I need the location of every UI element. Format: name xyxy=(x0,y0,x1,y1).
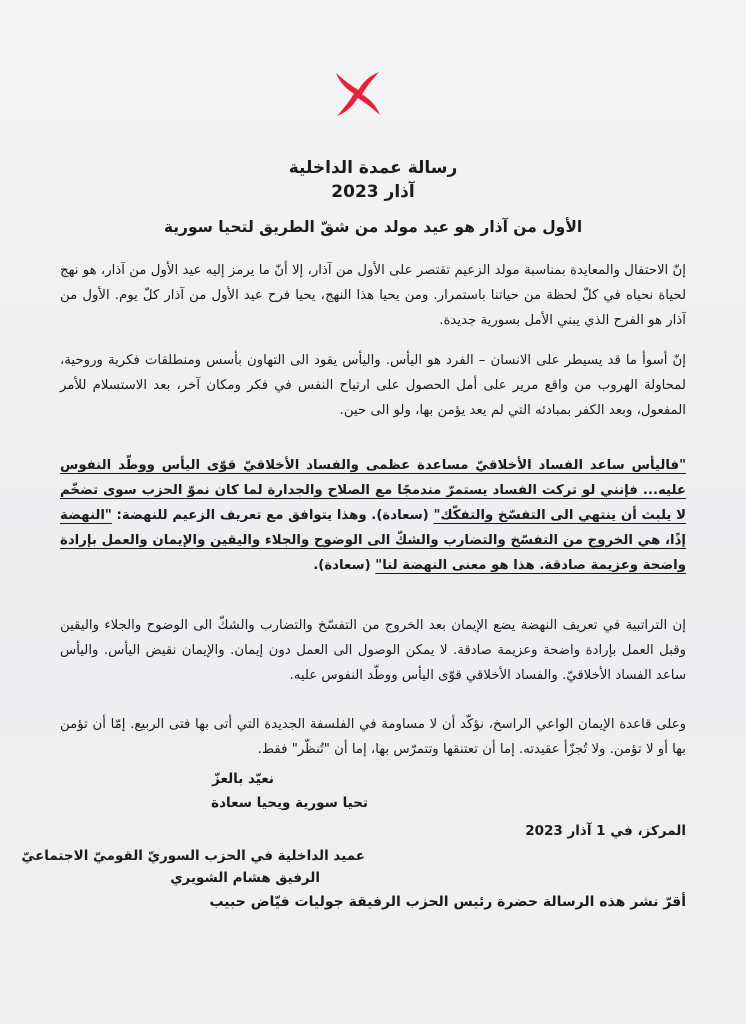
quote-attribution: (سعادة). xyxy=(313,558,376,573)
paragraph-2: إنّ أسوأ ما قد يسيطر على الانسان – الفرد هو اليأس. واليأس يقود الى التهاون بأسس ومنطلقات فكرية وروحية، لمحاولة الهروب من واقع مرير على أمل الحصول على ارتياح النفس في فكر ومكان آخر، بعد الاستسلام للأمر المفعول، وبعد الكفر بمبادئه التي لم يعد يؤمن بها، ولو الى حين. xyxy=(60,353,686,418)
paragraph-1: إنّ الاحتفال والمعايدة بمناسبة مولد الزعيم تقتصر على الأول من آذار، إلا أنّ ما يرمز إليه عيد الأول من آذار، هو نهج لحياة نحياه في كلّ لحظة من حياتنا باستمرار. ومن يحيا هذا النهج، يحيا فرح عيد الأول من آذار كلّ يوم. الأول من آذار هو الفرح الذي يبني الأمل بسورية جديدة. xyxy=(60,263,686,328)
signatory-name: الرفيق هشام الشويري xyxy=(170,870,320,886)
signatory-office: عميد الداخلية في الحزب السوريّ القوميّ الاجتماعيّ xyxy=(21,848,365,864)
quote-saadeh-1: "فاليأس ساعد الفساد الأخلاقيّ مساعدة عظمى والفساد الأخلاقيّ قوّى اليأس ووطّد النفوس عليه... فإنني لو تركت الفساد يستمرّ مندمجًا مع الصلاح والجدارة لما كان نموّ الحزب سوى تضخّم لا يلبث أن ينتهي الى التفسّخ والتفكّك" xyxy=(60,458,686,523)
zawbaa-logo-icon xyxy=(333,68,383,118)
letter-date: آذار 2023 xyxy=(331,182,415,202)
place-date: المركز، في 1 آذار 2023 xyxy=(525,823,686,839)
quote-connector: (سعادة). وهذا يتوافق مع تعريف الزعيم للنهضة: xyxy=(111,508,434,523)
paragraph-3-quotes xyxy=(60,453,686,578)
slogan: تحيا سورية ويحيا سعادة xyxy=(211,795,368,811)
letter-title: رسالة عمدة الداخلية xyxy=(288,158,458,178)
letter-subtitle: الأول من آذار هو عيد مولد من شقّ الطريق لتحيا سورية xyxy=(163,218,583,236)
paragraph-4: إن التراتبية في تعريف النهضة يضع الإيمان بعد الخروج من التفسّخ والتضارب والشكّ الى الوضوح والجلاء واليقين وقبل العمل بإرادة واضحة وعزيمة صادقة. لا يمكن الوصول الى العمل دون إيمان. والإيمان نقيض اليأس. واليأس ساعد الفساد الأخلاقيّ. والفساد الأخلاقي قوّى اليأس ووطّد النفوس عليه. xyxy=(60,618,686,683)
greeting: نعيّد بالعزّ xyxy=(212,771,274,787)
paragraph-5: وعلى قاعدة الإيمان الواعي الراسخ، نؤكّد أن لا مساومة في الفلسفة الجديدة التي أتى بها فتى الربيع. إمّا أن تؤمن بها أو لا تؤمن. ولا تُجزّأ عقيدته. إما أن تعتنقها وتتمرّس بها، إما أن "تُنظّر" فقط. xyxy=(60,717,686,757)
publication-approval: أقرّ نشر هذه الرسالة حضرة رئيس الحزب الرفيقة جوليات فيّاض حبيب xyxy=(209,894,686,910)
quote-saadeh-2: "النهضة إذًا، هي الخروج من التفسّخ والتضارب والشكّ الى الوضوح والجلاء واليقين والإيمان والعمل بإرادة واضحة وعزيمة صادقة. هذا هو معنى النهضة لنا" xyxy=(60,508,686,573)
